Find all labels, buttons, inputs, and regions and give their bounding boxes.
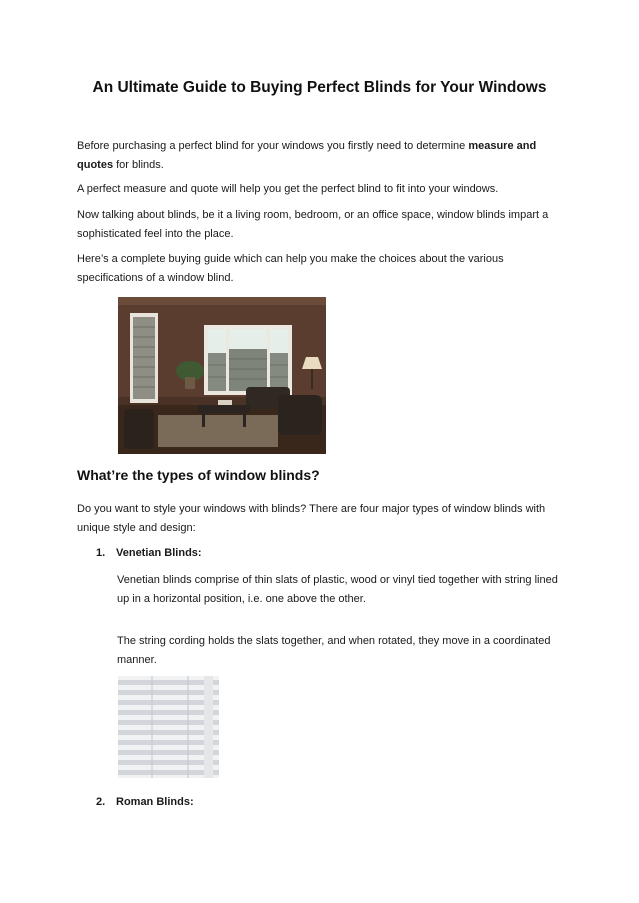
- living-room-blinds-photo: [118, 297, 326, 454]
- list-item-roman: [96, 796, 194, 808]
- venetian-blind-image: [118, 676, 219, 778]
- list-number: 2.: [96, 796, 106, 808]
- list-item-venetian: [96, 547, 202, 559]
- intro-p1-bold-quotes: quotes: [77, 159, 114, 171]
- list-number: 1.: [96, 547, 106, 559]
- intro-paragraph-4: Here’s a complete buying guide which can help you make the choices about the various specifications of a window blind.: [77, 253, 504, 284]
- list-item-title: Venetian Blinds:: [116, 547, 202, 559]
- intro-paragraph-1: [77, 137, 567, 175]
- list-item-title: Roman Blinds:: [116, 796, 194, 808]
- venetian-paragraph-2: The string cording holds the slats together, and when rotated, they move in a coordinated manner.: [117, 635, 551, 666]
- document-title: An Ultimate Guide to Buying Perfect Blinds for Your Windows: [92, 79, 547, 96]
- venetian-paragraph-1: Venetian blinds comprise of thin slats of plastic, wood or vinyl tied together with string lined up in a horizontal position, i.e. one above the other.: [117, 574, 558, 605]
- intro-paragraph-2: A perfect measure and quote will help you get the perfect blind to fit into your windows.: [77, 183, 499, 195]
- section-heading: What’re the types of window blinds?: [77, 467, 320, 483]
- intro-p1-text: Before purchasing a perfect blind for your windows you firstly need to determine: [77, 140, 466, 152]
- section-intro: Do you want to style your windows with blinds? There are four major types of window blinds with unique style and design:: [77, 503, 546, 534]
- intro-paragraph-3: Now talking about blinds, be it a living room, bedroom, or an office space, window blinds impart a sophisticated feel into the place.: [77, 209, 549, 240]
- intro-p1-tail: for blinds.: [116, 159, 164, 171]
- intro-p1-bold-measure: measure and: [468, 140, 537, 152]
